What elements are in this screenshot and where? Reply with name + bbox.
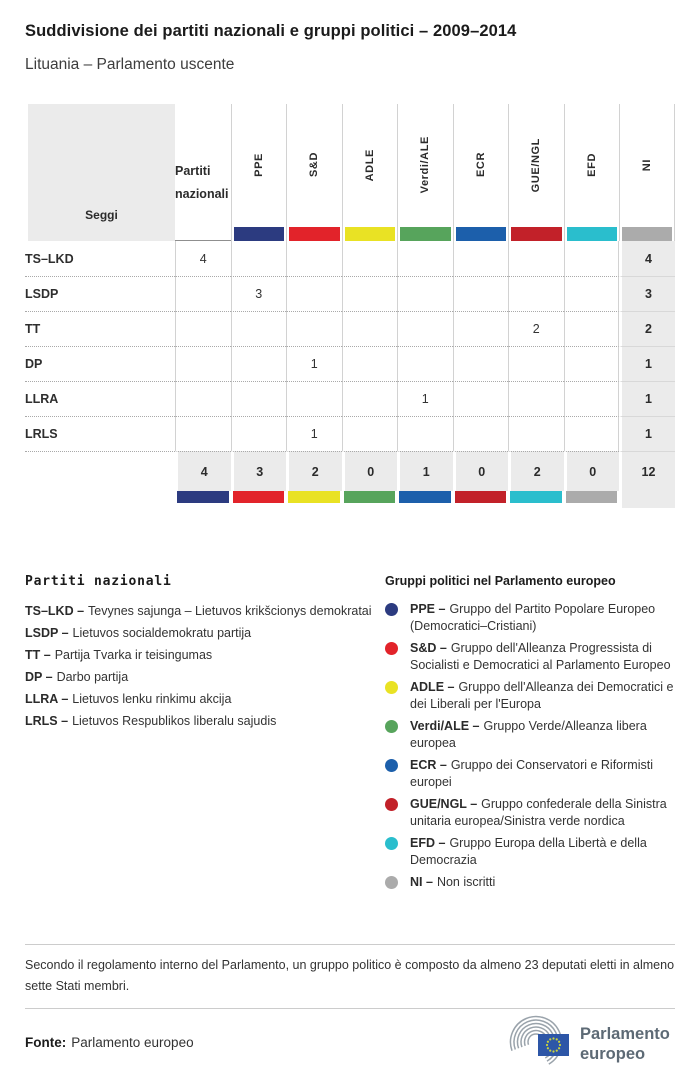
group-color-dot	[385, 720, 398, 733]
table-cell	[342, 381, 398, 416]
group-color-dot	[385, 642, 398, 655]
table-cell	[508, 416, 564, 451]
row-label: LSDP	[25, 276, 175, 311]
table-cell	[231, 311, 287, 346]
totals-row-label	[25, 451, 175, 491]
group-color-bar-ecr	[453, 226, 509, 241]
bottom-color-bar-efd	[508, 491, 564, 508]
bottom-color-bar-ppe	[175, 491, 231, 508]
bottom-color-bar-sd	[231, 491, 287, 508]
seggi-footer-fill	[619, 491, 675, 508]
seggi-cell: 1	[619, 416, 675, 451]
bottom-color-bar-ecr	[397, 491, 453, 508]
table-cell	[508, 276, 564, 311]
table-cell	[453, 276, 509, 311]
party-legend-item: TS–LKD – Tevynes sajunga – Lietuvos krikšcionys demokratai	[25, 604, 372, 618]
table-cell	[231, 241, 287, 276]
table-cell	[508, 241, 564, 276]
column-header-efd: EFD	[564, 104, 620, 226]
party-legend	[25, 572, 385, 896]
column-header-gue-ngl: GUE/NGL	[508, 104, 564, 226]
group-legend	[385, 572, 675, 896]
group-color-bar-ni	[619, 226, 675, 241]
bottom-color-bar-gue-ngl	[453, 491, 509, 508]
footer	[25, 1015, 675, 1069]
party-legend-item: TT – Partija Tvarka ir teisingumas	[25, 648, 213, 662]
totals-cell: 0	[342, 451, 398, 491]
divider	[25, 944, 675, 945]
table-cell	[231, 416, 287, 451]
table-cell	[175, 381, 231, 416]
seggi-cell: 1	[619, 381, 675, 416]
table-cell	[342, 346, 398, 381]
group-legend-item: EFD – Gruppo Europa della Libertà e della Democrazia	[385, 835, 675, 869]
seggi-cell: 1	[619, 346, 675, 381]
table-cell	[397, 416, 453, 451]
bottom-color-bar-adle	[286, 491, 342, 508]
table-cell	[175, 276, 231, 311]
table-cell	[342, 241, 398, 276]
seggi-cell: 3	[619, 276, 675, 311]
row-label: LLRA	[25, 381, 175, 416]
group-color-bar-verdi-ale	[397, 226, 453, 241]
legend-section	[25, 572, 675, 896]
table-cell	[231, 381, 287, 416]
group-color-bar-sd	[286, 226, 342, 241]
column-header-verdi-ale: Verdi/ALE	[397, 104, 453, 226]
bottom-color-bar-ni	[564, 491, 620, 508]
group-color-dot	[385, 603, 398, 616]
group-legend-item: Verdi/ALE – Gruppo Verde/Alleanza libera europea	[385, 718, 675, 752]
party-legend-item: DP – Darbo partija	[25, 670, 129, 684]
table-cell	[286, 276, 342, 311]
table-cell: 2	[508, 311, 564, 346]
party-legend-item: LRLS – Lietuvos Respublikos liberalu sajudis	[25, 714, 277, 728]
table-cell	[564, 311, 620, 346]
table-cell: 4	[175, 241, 231, 276]
totals-cell: 1	[397, 451, 453, 491]
group-color-bar-gue-ngl	[508, 226, 564, 241]
table-cell: 3	[231, 276, 287, 311]
row-label: TS–LKD	[25, 251, 74, 266]
totals-cell: 4	[175, 451, 231, 491]
table-cell	[175, 311, 231, 346]
column-header-adle: ADLE	[342, 104, 398, 226]
group-color-dot	[385, 681, 398, 694]
group-legend-item: GUE/NGL – Gruppo confederale della Sinistra unitaria europea/Sinistra verde nordica	[385, 796, 675, 830]
source: Fonte: Parlamento europeo	[25, 1034, 194, 1050]
table-cell	[564, 346, 620, 381]
group-legend-item: ADLE – Gruppo dell'Alleanza dei Democratici e dei Liberali per l'Europa	[385, 679, 675, 713]
column-header-sd: S&D	[286, 104, 342, 226]
party-legend-heading: Partiti nazionali	[25, 574, 172, 589]
column-header-ecr: ECR	[453, 104, 509, 226]
table-cell	[453, 241, 509, 276]
table-cell	[564, 241, 620, 276]
group-legend-item: ECR – Gruppo dei Conservatori e Riformisti europei	[385, 757, 675, 791]
group-color-bar-adle	[342, 226, 398, 241]
seggi-cell: 4	[619, 241, 675, 276]
table-cell	[397, 276, 453, 311]
totals-cell: 2	[508, 451, 564, 491]
table-cell	[286, 241, 342, 276]
table-cell	[397, 346, 453, 381]
table-cell	[397, 311, 453, 346]
group-color-dot	[385, 837, 398, 850]
eu-flag	[538, 1034, 569, 1056]
table-cell	[286, 311, 342, 346]
corner-line1: Partiti	[175, 164, 211, 178]
table-cell	[508, 346, 564, 381]
group-legend-heading: Gruppi politici nel Parlamento europeo	[385, 574, 616, 588]
table-cell	[342, 311, 398, 346]
page-subtitle: Lituania – Parlamento uscente	[25, 56, 235, 73]
group-legend-item: NI – Non iscritti	[385, 874, 675, 891]
group-color-dot	[385, 876, 398, 889]
table-cell	[175, 346, 231, 381]
seggi-total-cell: 12	[619, 451, 675, 491]
column-header-ppe: PPE	[231, 104, 287, 226]
header-underline	[175, 226, 231, 241]
table-cell	[564, 276, 620, 311]
group-legend-item: S&D – Gruppo dell'Alleanza Progressista di Socialisti e Democratici al Parlamento Europeo	[385, 640, 675, 674]
row-label: DP	[25, 346, 175, 381]
group-legend-item: PPE – Gruppo del Partito Popolare Europeo (Democratici–Cristiani)	[385, 601, 675, 635]
row-label: TT	[25, 311, 175, 346]
totals-cell: 0	[564, 451, 620, 491]
footnote: Secondo il regolamento interno del Parlamento, un gruppo politico è composto da almeno 23 deputati eletti in almeno sette Stati membri.	[25, 958, 675, 993]
table-cell	[397, 241, 453, 276]
seggi-cell: 2	[619, 311, 675, 346]
row-label: LRLS	[25, 416, 175, 451]
table-cell	[508, 381, 564, 416]
bottom-color-bar-verdi-ale	[342, 491, 398, 508]
table-cell	[564, 381, 620, 416]
group-color-dot	[385, 798, 398, 811]
totals-cell: 3	[231, 451, 287, 491]
table-cell	[453, 381, 509, 416]
divider	[25, 1008, 675, 1009]
totals-cell: 2	[286, 451, 342, 491]
seats-table	[25, 104, 675, 508]
table-cell	[342, 276, 398, 311]
party-legend-item: LSDP – Lietuvos socialdemokratu partija	[25, 626, 252, 640]
parlamento-europeo-logo	[500, 1015, 675, 1069]
totals-cell: 0	[453, 451, 509, 491]
bottom-spacer	[25, 491, 175, 508]
page-title: Suddivisione dei partiti nazionali e gruppi politici – 2009–2014	[25, 22, 517, 40]
table-corner-label	[175, 104, 231, 226]
table-cell	[175, 416, 231, 451]
column-header-seggi: Seggi	[25, 104, 175, 241]
table-cell	[453, 346, 509, 381]
table-cell: 1	[286, 346, 342, 381]
table-cell	[342, 416, 398, 451]
svg-text:Parlamento: Parlamento	[580, 1025, 670, 1043]
table-cell	[564, 416, 620, 451]
party-legend-item: LLRA – Lietuvos lenku rinkimu akcija	[25, 692, 232, 706]
svg-text:europeo: europeo	[580, 1045, 646, 1063]
group-color-bar-ppe	[231, 226, 287, 241]
group-color-dot	[385, 759, 398, 772]
table-cell	[231, 346, 287, 381]
table-cell	[453, 416, 509, 451]
table-cell: 1	[286, 416, 342, 451]
column-header-ni: NI	[619, 104, 675, 226]
group-color-bar-efd	[564, 226, 620, 241]
table-cell	[453, 311, 509, 346]
corner-line2: nazionali	[175, 187, 229, 201]
table-cell	[286, 381, 342, 416]
table-cell: 1	[397, 381, 453, 416]
